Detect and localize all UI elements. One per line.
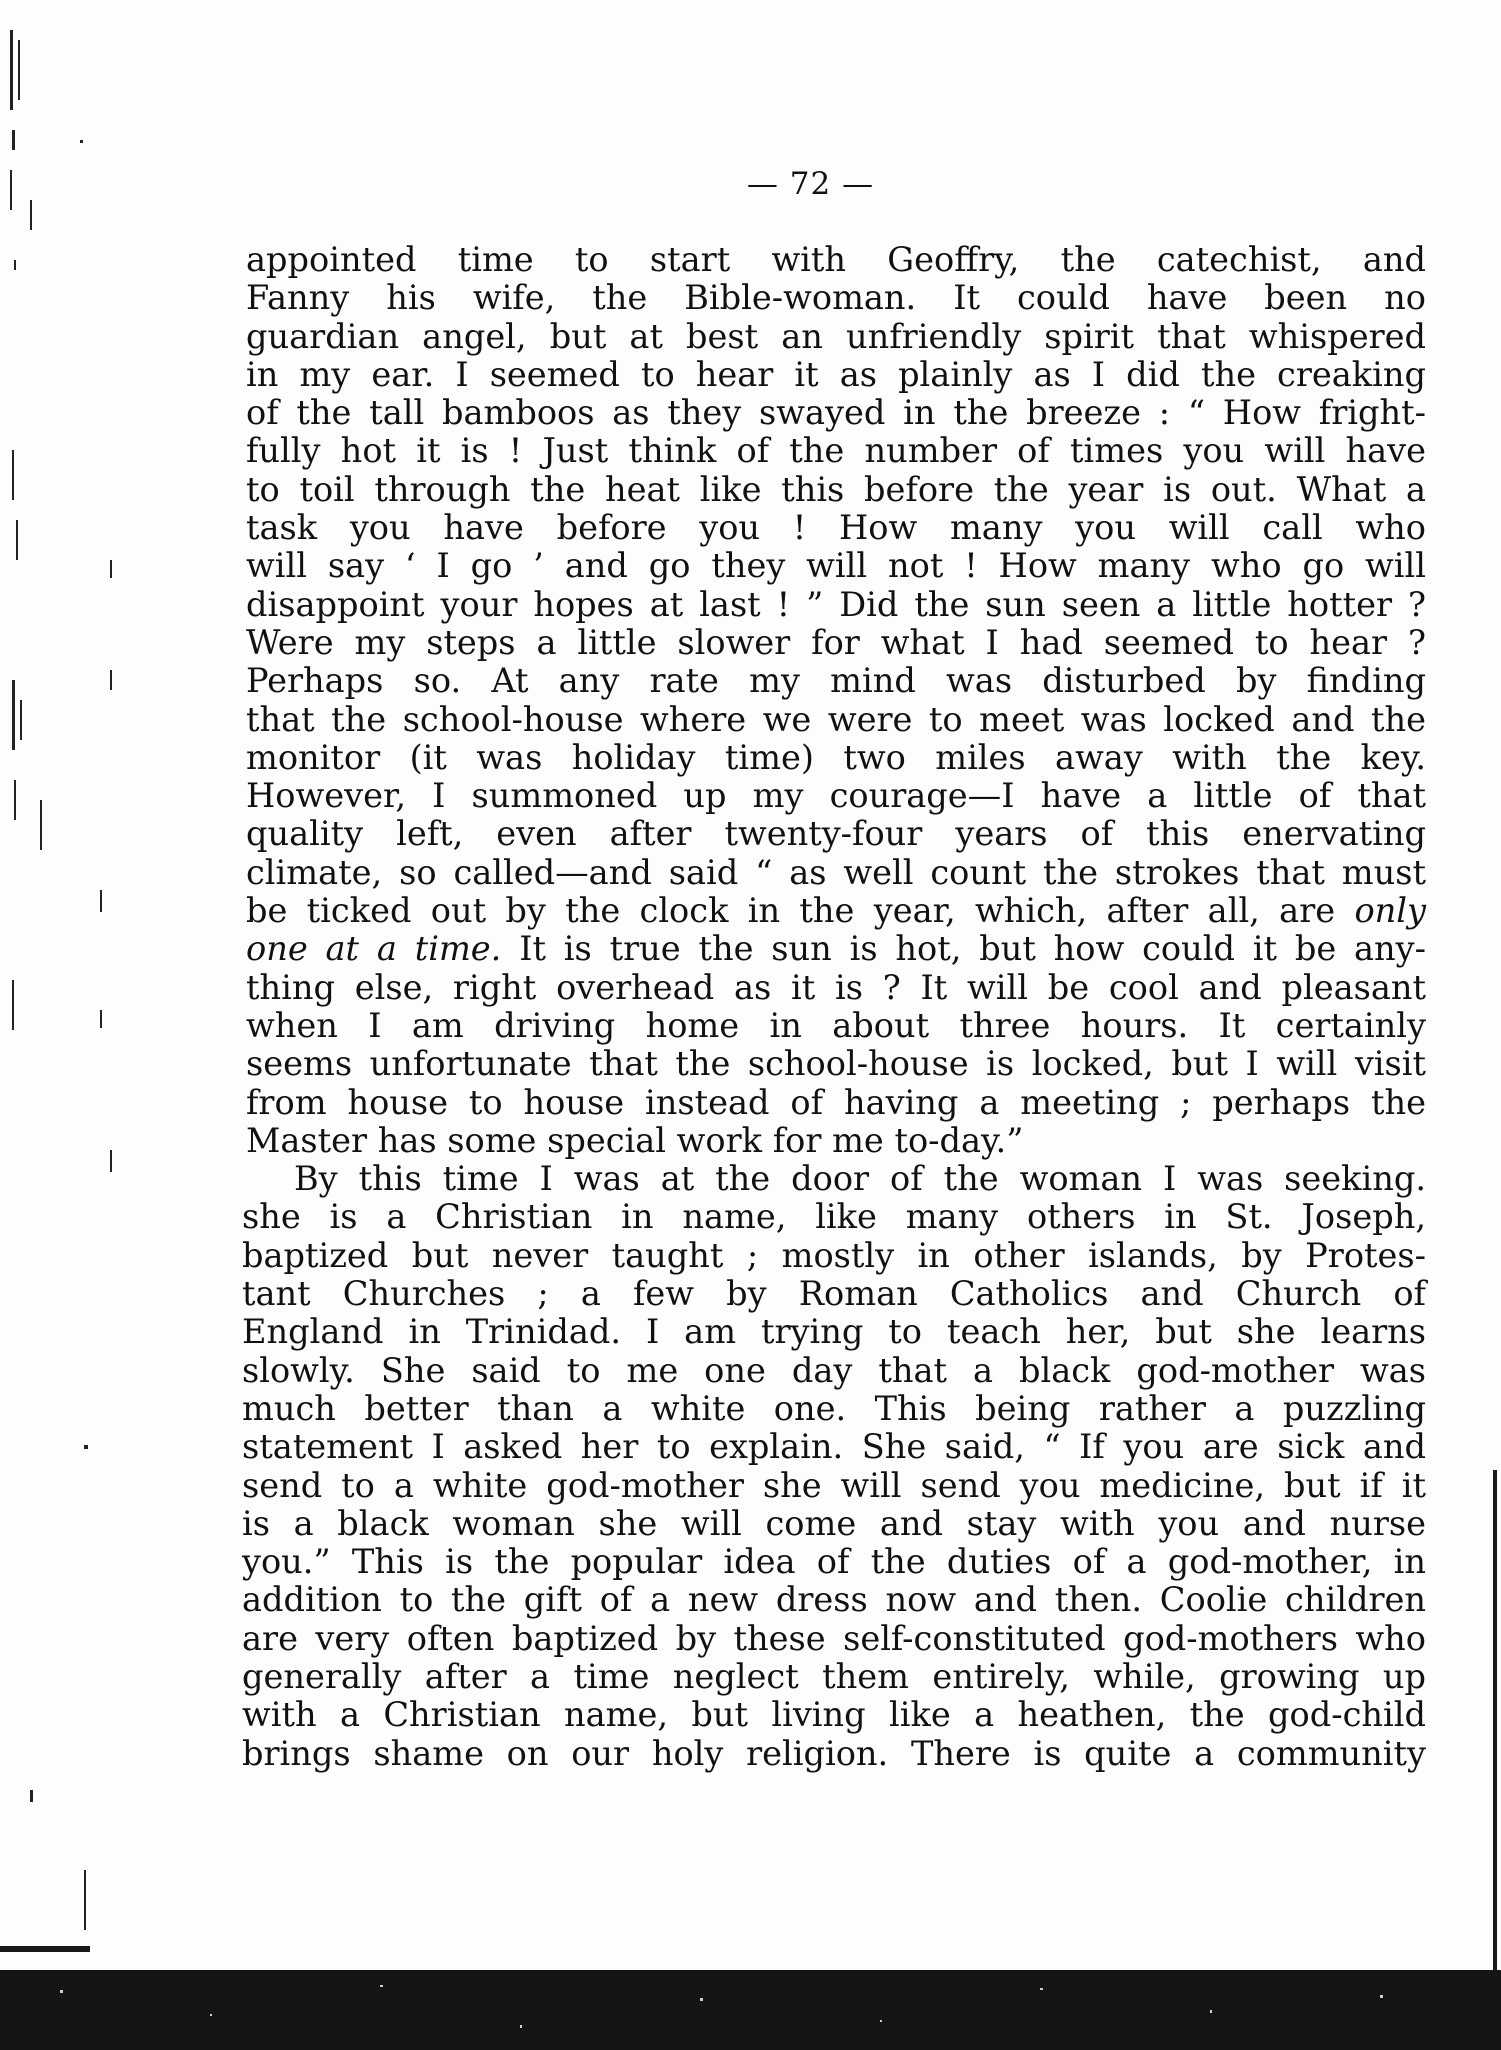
text-fragment: It is true the sun is hot, but how could it be any- bbox=[501, 929, 1426, 969]
text-line: will say ‘ I go ’ and go they will not ! How many who go will bbox=[246, 546, 1426, 586]
text-line: quality left, even after twenty-four years of this enervating bbox=[246, 814, 1426, 854]
text-line: brings shame on our holy religion. There is quite a community bbox=[242, 1733, 1426, 1773]
text-line: monitor (it was holiday time) two miles away with the key. bbox=[246, 737, 1426, 777]
text-line-italic-start bbox=[246, 930, 1426, 968]
scan-edge-noise bbox=[0, 0, 130, 1960]
text-line: that the school-house where we were to meet was locked and the bbox=[246, 699, 1426, 739]
text-line: By this time I was at the door of the woman I was seeking. bbox=[294, 1159, 1426, 1199]
text-line: appointed time to start with Geoffry, the catechist, and bbox=[246, 240, 1426, 279]
text-line: with a Christian name, but living like a heathen, the god-child bbox=[242, 1695, 1426, 1735]
text-line: task you have before you ! How many you will call who bbox=[246, 508, 1426, 548]
text-line: Were my steps a little slower for what I had seemed to hear ? bbox=[246, 622, 1426, 662]
body-text bbox=[242, 240, 1426, 1773]
scan-bottom-rule bbox=[0, 1946, 90, 1952]
text-line: much better than a white one. This being rather a puzzling bbox=[242, 1388, 1426, 1428]
text-line: baptized but never taught ; mostly in other islands, by Protes- bbox=[242, 1235, 1426, 1275]
text-line: generally after a time neglect them entirely, while, growing up bbox=[242, 1656, 1426, 1696]
text-line: send to a white god-mother she will send you medicine, but if it bbox=[242, 1465, 1426, 1505]
text-line: climate, so called—and said “ as well count the strokes that must bbox=[246, 852, 1426, 892]
text-line: However, I summoned up my courage—I have a little of that bbox=[246, 776, 1426, 816]
page-number: — 72 — bbox=[746, 166, 875, 202]
text-line: Perhaps so. At any rate my mind was disturbed by finding bbox=[246, 661, 1426, 701]
text-line: statement I asked her to explain. She said, “ If you are sick and bbox=[242, 1427, 1426, 1467]
text-line: is a black woman she will come and stay with you and nurse bbox=[242, 1503, 1426, 1543]
text-line: to toil through the heat like this before the year is out. What a bbox=[246, 469, 1426, 509]
text-line: Fanny his wife, the Bible-woman. It could have been no bbox=[246, 278, 1426, 318]
text-line: of the tall bamboos as they swayed in the breeze : “ How fright- bbox=[246, 393, 1426, 433]
italic-fragment: only bbox=[1354, 891, 1426, 931]
text-line: addition to the gift of a new dress now and then. Coolie children bbox=[242, 1580, 1426, 1620]
scan-right-edge bbox=[1493, 1470, 1497, 1970]
text-line: seems unfortunate that the school-house is locked, but I will visit bbox=[246, 1044, 1426, 1084]
text-fragment: be ticked out by the clock in the year, which, after all, are bbox=[246, 891, 1355, 931]
text-line: when I am driving home in about three hours. It certainly bbox=[246, 1005, 1426, 1045]
scan-bottom-band bbox=[0, 1970, 1501, 2050]
text-line: fully hot it is ! Just think of the number of times you will have bbox=[246, 431, 1426, 471]
text-line: from house to house instead of having a meeting ; perhaps the bbox=[246, 1082, 1426, 1122]
text-line: slowly. She said to me one day that a black god-mother was bbox=[242, 1350, 1426, 1390]
text-line: are very often baptized by these self-constituted god-mothers who bbox=[242, 1618, 1426, 1658]
text-line-italic-end bbox=[246, 892, 1426, 930]
text-line: tant Churches ; a few by Roman Catholics and Church of bbox=[242, 1274, 1426, 1314]
text-line: thing else, right overhead as it is ? It will be cool and pleasant bbox=[246, 967, 1426, 1007]
text-line: in my ear. I seemed to hear it as plainly as I did the creaking bbox=[246, 354, 1426, 394]
text-line: guardian angel, but at best an unfriendly spirit that whispered bbox=[246, 316, 1426, 356]
text-line: disappoint your hopes at last ! ” Did the sun seen a little hotter ? bbox=[246, 584, 1426, 624]
paragraph-2 bbox=[242, 1160, 1426, 1773]
text-line: she is a Christian in name, like many others in St. Joseph, bbox=[242, 1197, 1426, 1237]
italic-fragment: one at a time. bbox=[246, 929, 502, 969]
text-line: Master has some special work for me to-day.” bbox=[246, 1120, 1024, 1160]
text-line: you.” This is the popular idea of the duties of a god-mother, in bbox=[242, 1542, 1426, 1582]
text-line: England in Trinidad. I am trying to teach her, but she learns bbox=[242, 1312, 1426, 1352]
